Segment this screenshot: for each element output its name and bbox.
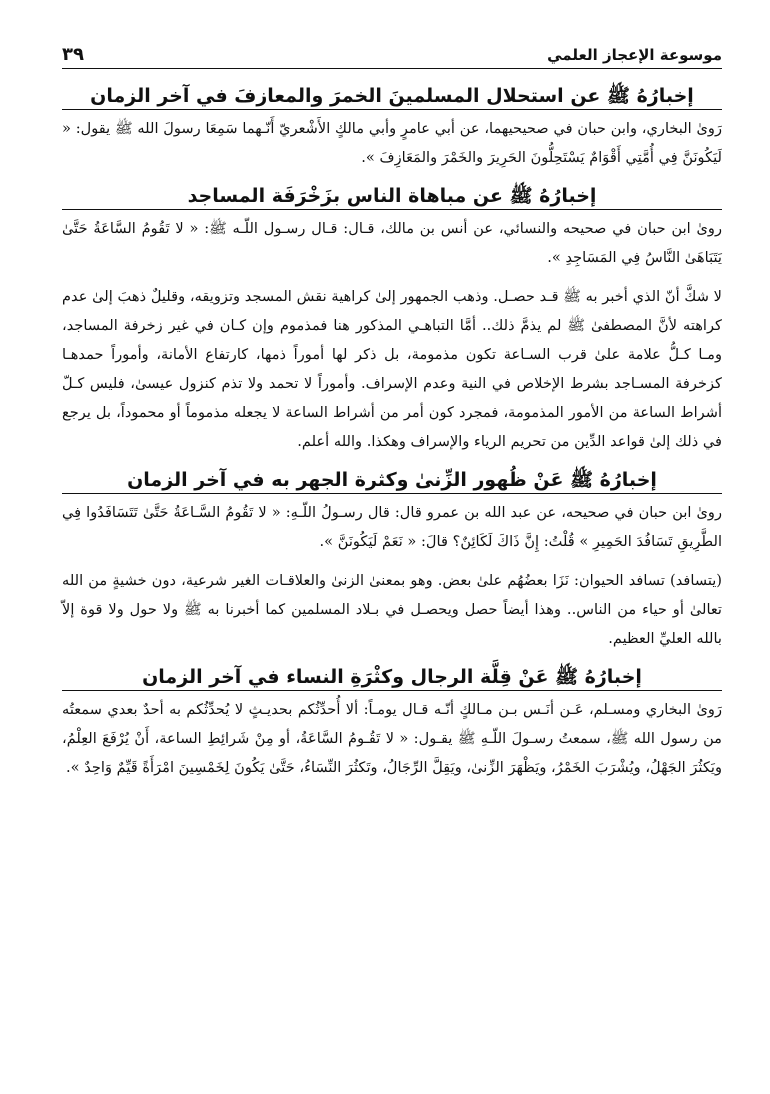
paragraph: رَوىٰ البخاري ومسـلم، عَـن أنَـس بـن مـالكٍ أنّـه قـال يومـاً: ألا أُحدِّثُكم بحديـثٍ لا يُحدِّثُكم به أحدٌ بعدي سمعتُه من رسول الله ﷺ، سمعتُ رسـولَ اللّـهِ ﷺ يقـول: « لا تَقُـومُ السَّاعَةُ، أو مِنْ شَرائِطِ الساعة، أَنْ يُرْفَعَ العِلْمُ، ويَكثُرَ الجَهْلُ، ويُشْرَبَ الخَمْرُ، ويَظْهَرَ الزِّنىٰ، ويَقِلَّ الرِّجَالُ، وتَكثُرَ النِّسَاءُ، حَتَّىٰ يَكُونَ لِخَمْسِينَ امْرَأَةً قَيِّمٌ وَاحِدٌ ». (62, 701, 722, 776)
section-title: إخبارُهُ ﷺ عن استحلال المسلمينَ الخمرَ والمعازفَ في آخر الزمان (90, 85, 694, 107)
section-mosque-decoration (62, 183, 722, 456)
title-underline (62, 209, 722, 210)
section-zina (62, 467, 722, 653)
section-title: إخبارُهُ ﷺ عَنْ قِلَّة الرجال وكثْرَةِ النساء في آخر الزمان (142, 666, 642, 688)
paragraph: (يتسافد) تسافد الحيوان: نَزَا بعضُهُم علىٰ بعض. وهو بمعنىٰ الزنىٰ والعلاقـات الغير شرعية، دون خشيةٍ من الله تعالىٰ أو حياء من الناس.. وهذا أيضاً حصل ويحصـل في بـلاد المسلمين كما أخبرنا به ﷺ ولا حول ولا قوة إلاّ بالله العليِّ العظيم. (62, 572, 722, 647)
section-khamr-maazif (62, 83, 722, 172)
paragraph: روىٰ ابن حبان في صحيحه، عن عبد الله بن عمرو قال: قال رسـولُ اللّـهِ: « لا تَقُومُ السَّـاعَةُ حَتَّىٰ تَتَسَافَدُوا فِي الطَّرِيقِ تَسَافُدَ الحَمِيرِ » قُلْتُ: إِنَّ ذَاكَ لَكَائِنٌ؟ قالَ: « نَعَمْ لَيَكُونَنَّ ». (62, 504, 722, 550)
section-men-women (62, 664, 722, 782)
paragraph: لا شكَّ أنّ الذي أخبر به ﷺ قـد حصـل. وذهب الجمهور إلىٰ كراهية نقش المسجد وتزويقه، وقليلٌ ذهبَ إلىٰ عدم كراهته لأنَّ المصطفىٰ ﷺ لم يذمَّ ذلك.. أمَّا التباهـي المذكور هنا فمذموم وإن كـان في غير زخرفة المساجد، ومـا كـلُّ علامة علىٰ قرب السـاعة تكون مذمومة، بل ذكر لها أموراً ذمها، كارتفاع الأمانة، وأموراً حمدهـا كزخرفة المسـاجد بشرط الإخلاص في النية وعدم الإسراف. وأموراً لا تحمد ولا تذم كنزول عيسىٰ، فليس كـلّ أشراط الساعة من الأمور المذمومة، فمجرد كون أمر من أشراط الساعة لا يجعله مذموماً أو محموداً، بل يرجع في ذلك إلىٰ قواعد الدِّين من تحريم الرياء والإسراف وهكذا. والله أعلم. (62, 288, 722, 450)
paragraph: روىٰ ابن حبان في صحيحه والنسائي، عن أنس بن مالك، قـال: قـال رسـول اللّـه ﷺ: « لا تَقُومُ السَّاعَةُ حَتَّىٰ يَتَبَاهَىٰ النَّاسُ فِي المَسَاجِدِ ». (62, 220, 722, 266)
title-underline (62, 493, 722, 494)
paragraph: رَوىٰ البخاري، وابن حبان في صحيحيهما، عن أبي عامرٍ وأبي مالكٍ الأَشْعريّ أَنّـهما سَمِعَا رسولَ الله ﷺ يقول: « لَيَكُونَنَّ فِي أُمَّتِي أَقْوَامٌ يَسْتَحِلُّونَ الحَرِيرَ والخَمْرَ والمَعَازِفَ ». (62, 120, 722, 166)
running-title: موسوعة الإعجاز العلمي (547, 46, 722, 64)
section-title: إخبارُهُ ﷺ عن مباهاة الناس بزَخْرَفَة المساجد (187, 185, 597, 207)
book-page (62, 40, 722, 1070)
page-number: ٣٩ (62, 44, 84, 65)
title-underline (62, 690, 722, 691)
running-header (62, 40, 722, 69)
title-underline (62, 109, 722, 110)
section-title: إخبارُهُ ﷺ عَنْ ظُهور الزِّنىٰ وكثرة الجهر به في آخر الزمان (127, 469, 657, 491)
